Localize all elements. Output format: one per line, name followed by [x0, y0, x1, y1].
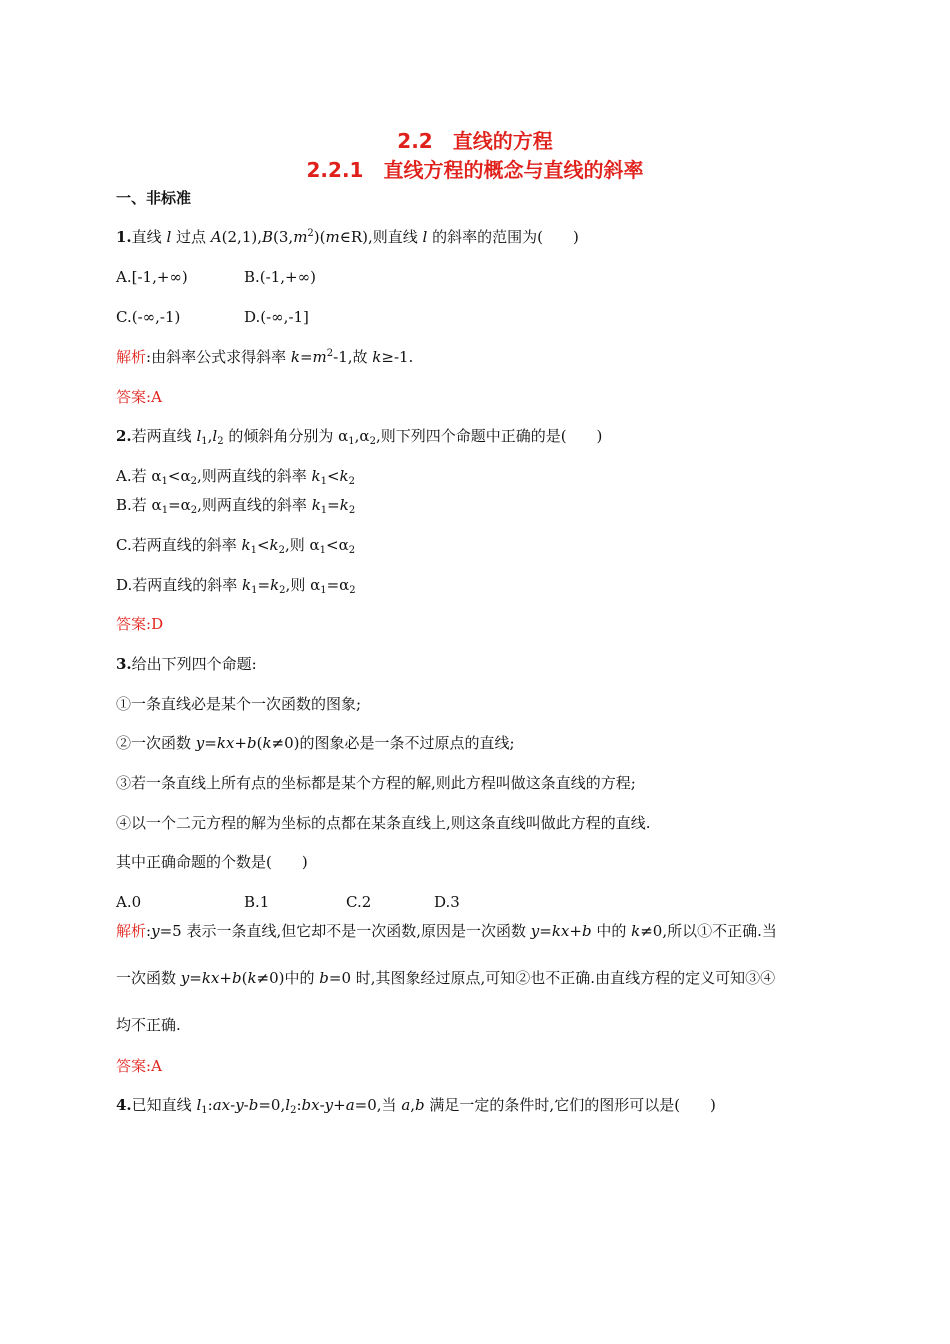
text: = [204, 734, 217, 752]
text: + [333, 1096, 346, 1114]
text: <α [326, 536, 349, 554]
exponent: 2 [326, 348, 334, 359]
text: <α [167, 467, 191, 485]
question-1-option-c: C.(-∞,-1) [116, 308, 181, 326]
text: 一次函数 [116, 969, 181, 987]
text: - [319, 1096, 325, 1114]
question-3-proposition-3: ③若一条直线上所有点的坐标都是某个方程的解,则此方程叫做这条直线的方程; [116, 774, 636, 792]
text: =0, [258, 1096, 286, 1114]
text: ,则 α [285, 536, 320, 554]
sub-title: 2.2.1 直线方程的概念与直线的斜率 [306, 158, 644, 182]
var: k [339, 496, 349, 514]
var: bx [301, 1096, 320, 1114]
question-4-stem [116, 1094, 716, 1116]
var: kx [551, 922, 570, 940]
var: b [415, 1096, 425, 1114]
text: =α [326, 576, 350, 594]
question-2-option-b [116, 494, 355, 516]
var: B [261, 228, 274, 246]
question-2-stem [116, 425, 602, 447]
text: + [234, 734, 247, 752]
text: -1,故 [333, 348, 373, 366]
subscript: 2 [349, 585, 356, 596]
var: y [151, 922, 160, 940]
text: 满足一定的条件时,它们的图形可以是( ) [424, 1096, 716, 1114]
var: k [339, 467, 349, 485]
text: < [326, 467, 340, 485]
var: l [196, 1096, 202, 1114]
question-3-ask: 其中正确命题的个数是( ) [116, 853, 308, 871]
var: y [235, 1096, 244, 1114]
subscript: 2 [278, 545, 285, 556]
var: m [312, 348, 327, 366]
exponent: 2 [307, 228, 314, 239]
section-heading: 一、非标准 [116, 189, 192, 207]
var: m [325, 228, 340, 246]
text: , [410, 1096, 416, 1114]
subscript: 1 [320, 585, 327, 596]
text: 直线 [131, 228, 167, 246]
text: + [219, 969, 232, 987]
var: k [262, 734, 272, 752]
var: A [210, 228, 222, 246]
text: < [256, 536, 270, 554]
question-3-analysis-line-2 [116, 967, 775, 989]
analysis-label: 解析 [116, 922, 147, 940]
question-1-stem [116, 226, 579, 248]
text: ∈R),则直线 [339, 228, 423, 246]
var: k [270, 576, 280, 594]
text: ,则 α [285, 576, 321, 594]
text: + [569, 922, 582, 940]
var: kx [201, 969, 220, 987]
var: l [196, 427, 202, 445]
text: B.若 α [116, 496, 162, 514]
question-3-proposition-2 [116, 732, 515, 754]
var: k [242, 576, 252, 594]
text: - [230, 1096, 236, 1114]
text: )( [313, 228, 326, 246]
var: b [231, 969, 242, 987]
var: l [212, 427, 218, 445]
question-1-analysis [116, 346, 413, 368]
question-3-option-d: D.3 [434, 893, 460, 911]
question-2-option-a [116, 465, 355, 487]
var: b [246, 734, 257, 752]
text: C.若两直线的斜率 [116, 536, 242, 554]
subscript: 1 [161, 476, 168, 487]
var: l [422, 228, 428, 246]
question-number: 1. [116, 228, 132, 246]
answer-value: :A [146, 1057, 162, 1075]
var: b [581, 922, 592, 940]
text: A.若 α [116, 467, 162, 485]
question-2-option-c [116, 534, 355, 556]
var: y [180, 969, 190, 987]
subscript: 1 [320, 476, 327, 487]
question-3-answer [116, 1055, 162, 1077]
var: k [372, 348, 382, 366]
question-1-option-d: D.(-∞,-1] [244, 308, 309, 326]
text: ≥-1. [381, 348, 414, 366]
subscript: 2 [369, 436, 376, 447]
subscript: 2 [348, 545, 356, 556]
text: = [327, 496, 340, 514]
subscript: 1 [251, 585, 258, 596]
text: : [296, 1096, 302, 1114]
subscript: 1 [250, 545, 257, 556]
text: : [207, 1096, 213, 1114]
var: k [631, 922, 641, 940]
text: 的倾斜角分别为 α [223, 427, 349, 445]
question-1-option-b: B.(-1,+∞) [244, 268, 316, 286]
question-3-option-b: B.1 [244, 893, 270, 911]
answer-value: :D [146, 615, 164, 633]
text: 过点 [171, 228, 211, 246]
subscript: 1 [348, 436, 355, 447]
question-1-option-a: A.[-1,+∞) [116, 268, 188, 286]
main-title: 2.2 直线的方程 [397, 129, 553, 153]
var: k [269, 536, 279, 554]
text: - [243, 1096, 249, 1114]
question-2-answer [116, 613, 163, 635]
question-3-option-a: A.0 [116, 893, 142, 911]
question-number: 3. [116, 655, 132, 673]
text: = [539, 922, 552, 940]
text: =5 表示一条直线,但它却不是一次函数,原因是一次函数 [159, 922, 531, 940]
text: =0 时,其图象经过原点,可知②也不正确.由直线方程的定义可知③④ [328, 969, 776, 987]
answer-label: 答案 [116, 1057, 147, 1075]
var: y [324, 1096, 334, 1114]
var: b [319, 969, 329, 987]
text: ②一次函数 [116, 734, 196, 752]
subscript: 2 [279, 585, 286, 596]
var: l [166, 228, 172, 246]
text: 中的 [591, 922, 632, 940]
text: ≠0)中的 [256, 969, 320, 987]
var: k [241, 536, 251, 554]
var: a [345, 1096, 355, 1114]
subscript: 2 [190, 505, 198, 516]
text: ≠0)的图象必是一条不过原点的直线; [271, 734, 515, 752]
question-3-analysis-line-1 [116, 920, 777, 942]
subscript: 2 [290, 1105, 297, 1116]
var: ax [212, 1096, 231, 1114]
text: 给出下列四个命题: [131, 655, 257, 673]
subscript: 1 [320, 505, 328, 516]
question-number: 2. [116, 427, 132, 445]
subscript: 1 [319, 545, 327, 556]
text: ,α [354, 427, 370, 445]
analysis-label: 解析 [116, 348, 147, 366]
text: : [146, 922, 152, 940]
text: ,则两直线的斜率 [197, 496, 312, 514]
subscript: 1 [201, 1105, 208, 1116]
text: , [207, 427, 213, 445]
question-3-stem [116, 653, 257, 675]
var: k [247, 969, 257, 987]
text: ≠0,所以①不正确.当 [640, 922, 777, 940]
text: ( [256, 734, 263, 752]
answer-value: :A [146, 388, 162, 406]
var: l [285, 1096, 291, 1114]
question-3-option-c: C.2 [346, 893, 372, 911]
text: = [257, 576, 271, 594]
text: 若两直线 [131, 427, 197, 445]
var: m [293, 228, 308, 246]
answer-label: 答案 [116, 615, 147, 633]
answer-label: 答案 [116, 388, 147, 406]
question-3-proposition-1: ①一条直线必是某个一次函数的图象; [116, 695, 362, 713]
var: k [311, 496, 321, 514]
text: (2,1), [221, 228, 262, 246]
question-number: 4. [116, 1096, 132, 1114]
text: =0,当 [354, 1096, 402, 1114]
var: k [311, 467, 321, 485]
text: = [299, 348, 313, 366]
subscript: 1 [201, 436, 208, 447]
question-1-answer [116, 386, 162, 408]
subscript: 2 [348, 505, 356, 516]
text: 的斜率的范围为( ) [427, 228, 579, 246]
question-3-proposition-4: ④以一个二元方程的解为坐标的点都在某条直线上,则这条直线叫做此方程的直线. [116, 814, 651, 832]
text: ,则下列四个命题中正确的是( ) [375, 427, 603, 445]
question-2-option-d [116, 574, 356, 596]
text: (3, [273, 228, 294, 246]
text: :由斜率公式求得斜率 [146, 348, 291, 366]
var: kx [216, 734, 235, 752]
var: b [248, 1096, 259, 1114]
question-3-analysis-line-3: 均不正确. [116, 1016, 181, 1034]
subscript: 2 [217, 436, 224, 447]
text: 已知直线 [131, 1096, 197, 1114]
text: D.若两直线的斜率 [116, 576, 243, 594]
var: y [195, 734, 205, 752]
text: ,则两直线的斜率 [196, 467, 312, 485]
subscript: 2 [348, 476, 356, 487]
var: k [290, 348, 300, 366]
text: ( [241, 969, 248, 987]
subscript: 2 [190, 476, 197, 487]
text: = [189, 969, 202, 987]
text: =α [168, 496, 191, 514]
var: y [530, 922, 540, 940]
subscript: 1 [161, 505, 169, 516]
var: a [401, 1096, 411, 1114]
